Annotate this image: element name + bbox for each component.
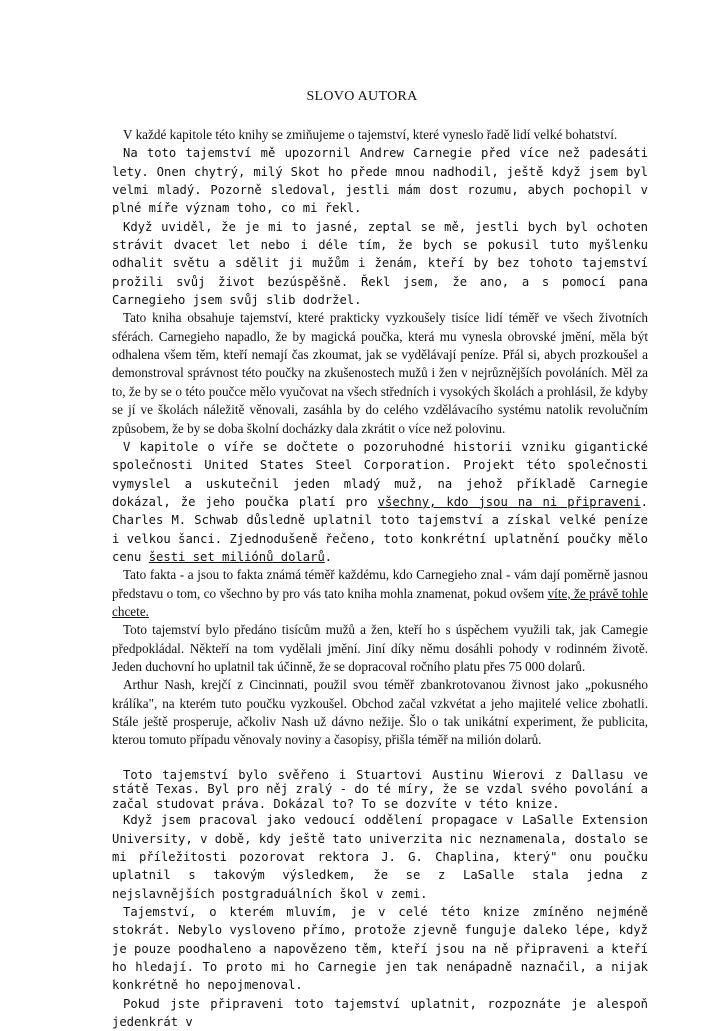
paragraph: Toto tajemství bylo svěřeno i Stuartovi Austinu Wierovi z Dallasu ve státě Texas. Byl pro něj zralý - do té míry, že se vzdal svého povolání a začal studovat práva. Dokázal to? To se dozvíte v této knize. xyxy=(112,767,648,811)
underlined-text: víte, že právě tohle chcete. xyxy=(112,585,649,619)
paragraph: Arthur Nash, krejčí z Cincinnati, použil svou téměř zbankrotovanou živnost jako „pokusného králíka", na kterém tuto poučku vyzkoušel. Obchod začal vzkvétat a jeho majitelé velice zbohatli. Stále ještě prosperuje, ačkoliv Nash už dávno nežije. Šlo o tak unikátní experiment, že publicita, kterou tomuto případu věnovaly noviny a časopisy, přišla téměř na milión dolarů. xyxy=(112,677,648,748)
paragraph: Když uviděl, že je mi to jasné, zeptal se mě, jestli bych byl ochoten strávit dvacet let nebo i déle tím, že bych se pokusil tuto myšlenku odhalit světu a sdělit ji mužům i ženám, kteří by bez tohoto tajemství prožili svůj život bezúspěšně. Řekl jsem, že ano, a s pomocí pana Carnegieho jsem svůj slib dodržel. xyxy=(112,219,648,308)
underlined-text: šesti set miliónů dolarů xyxy=(148,549,325,564)
text-run: V kapitole o víře se dočtete o pozoruhodné historii vzniku gigantické společnosti United States Steel Corporation. Projekt této společnosti vymyslel a uskutečnil jeden mladý muž, na jehož příkladě Carnegie dokázal, že jeho poučka platí pro xyxy=(112,439,648,509)
paragraph: Tato kniha obsahuje tajemství, které prakticky vyzkoušely tisíce lidí téměř ve všech životních sférách. Carnegieho napadlo, že by magická poučka, která mu vynesla obrovské jmění, měla být odhalena všem těm, kteří nemají čas zkoumat, jak se vydělávají peníze. Přál si, abych prozkoušel a demonstroval správnost této poučky na zkušenostech mužů i žen v nejrůznějších povoláních. Měl za to, že by se o této poučce mělo vyučovat na všech středních i vysokých školách a prohlásil, že kdyby se jí ve školách náležitě věnovali, zasáhla by do celého vzdělávacího systému natolik revolučním způsobem, že by se doba školní docházky dala zkrátit o více než polovinu. xyxy=(112,310,648,436)
text-run: . Charles M. Schwab důsledně uplatnil toto tajemství a získal velké peníze i velkou šanci. Zjednodušeně řečeno, toto konkrétní uplatnění poučky mělo cenu xyxy=(112,494,648,564)
paragraph: V každé kapitole této knihy se zmiňujeme o tajemství, které vyneslo řadě lidí velké bohatství. xyxy=(123,127,618,142)
text-run: . xyxy=(324,549,333,564)
paragraph: Když jsem pracoval jako vedoucí oddělení propagace v LaSalle Extension University, v době, kdy ještě tato univerzita nic neznamenala, dostalo se mi příležitosti pozorovat rektora J. G. Chaplina, který" onu poučku uplatnil s takovým výsledkem, že se z LaSalle stala jedna z nejslavnějších postgraduálních škol v zemi. xyxy=(112,813,648,901)
underlined-text: všechny, kdo jsou na ni připraveni xyxy=(377,494,641,509)
paragraph xyxy=(112,566,648,621)
body-text xyxy=(112,126,648,1031)
paragraph xyxy=(112,438,648,566)
page-title: SLOVO AUTORA xyxy=(306,89,418,104)
paragraph: Pokud jste připraveni toto tajemství uplatnit, rozpoznáte je alespoň jedenkrát v xyxy=(112,996,648,1029)
text-run: Tato fakta - a jsou to fakta známá téměř každému, kdo Carnegieho znal - vám dají poměrně jasnou představu o tom, co všechno by pro vás tato kniha mohla znamenat, pokud ovšem xyxy=(112,567,648,601)
paragraph: Na toto tajemství mě upozornil Andrew Carnegie před více než padesáti lety. Onen chytrý, milý Skot ho přede mnou nadhodil, ještě když jsem byl velmi mladý. Pozorně sledoval, jestli mám dost rozumu, abych pochopil v plné míře význam toho, co mi řekl. xyxy=(112,146,648,216)
paragraph: Toto tajemství bylo předáno tisícům mužů a žen, kteří ho s úspěchem využili tak, jak Camegie předpokládal. Někteří na tom vydělali jmění. Jiní díky němu dosáhli pohody v rodinném životě. Jeden duchovní ho uplatnil tak účinně, že se dopracoval ročního platu přes 75 000 dolarů. xyxy=(112,622,648,674)
paragraph: Tajemství, o kterém mluvím, je v celé této knize zmíněno nejméně stokrát. Nebylo vysloveno přímo, protože zjevně funguje daleko lépe, když je pouze poodhaleno a napovězeno těm, kteří jsou na ně připraveni a kteří ho hledají. To proto mi ho Carnegie jen tak nenápadně naznačil, a nijak konkrétně ho nepojmenoval. xyxy=(112,904,648,993)
